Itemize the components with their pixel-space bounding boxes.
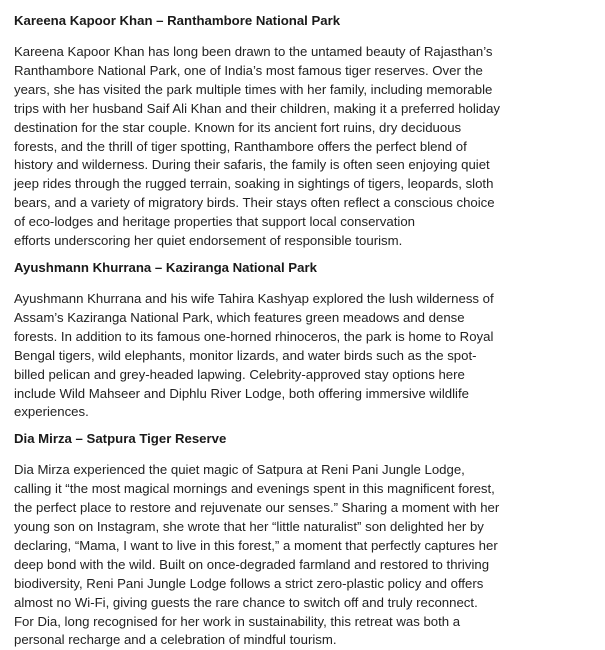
- paragraph-line: experiences.: [14, 404, 89, 420]
- paragraph-line: forests, and the thrill of tiger spotting, Ranthambore offers the perfect blend of: [14, 138, 467, 154]
- paragraph-line: the perfect place to restore and rejuvenate our senses.” Sharing a moment with her: [14, 500, 500, 516]
- paragraph-line: of eco-lodges and heritage properties that support local conservation: [14, 214, 416, 230]
- paragraph-line: efforts underscoring her quiet endorsement of responsible tourism.: [14, 233, 403, 249]
- paragraph-line: bears, and a variety of migratory birds. Their stays often reflect a conscious choice: [14, 195, 495, 211]
- paragraph-line: For Dia, long recognised for her work in sustainability, this retreat was both a: [14, 613, 461, 629]
- paragraph-line: biodiversity, Reni Pani Jungle Lodge follows a strict zero-plastic policy and offers: [14, 575, 484, 591]
- paragraph-line: years, she has visited the park multiple times with her family, including memorable: [14, 81, 493, 97]
- paragraph-line: jeep rides through the rugged terrain, soaking in sightings of tigers, leopards, sloth: [14, 176, 494, 192]
- paragraph-line: Bengal tigers, wild elephants, monitor lizards, and water birds such as the spot-: [14, 347, 477, 363]
- paragraph-line: almost no Wi-Fi, giving guests the rare chance to switch off and truly reconnect.: [14, 594, 478, 610]
- section-paragraph-dia: [14, 461, 595, 650]
- section-paragraph-ayushmann: [14, 290, 595, 422]
- paragraph-line: calling it “the most magical mornings and evenings spent in this magnificent forest,: [14, 481, 495, 497]
- paragraph-line: Ayushmann Khurrana and his wife Tahira Kashyap explored the lush wilderness of: [14, 290, 494, 306]
- paragraph-line: deep bond with the wild. Built on once-degraded farmland and restored to thriving: [14, 556, 490, 572]
- paragraph-line: declaring, “Mama, I want to live in this forest,” a moment that perfectly captures her: [14, 537, 498, 553]
- section-paragraph-kareena: [14, 43, 595, 251]
- paragraph-line: personal recharge and a celebration of mindful tourism.: [14, 632, 337, 648]
- section-heading-kareena: Kareena Kapoor Khan – Ranthambore National Park: [14, 13, 341, 28]
- paragraph-line: young son on Instagram, she wrote that her “little naturalist” son delighted her by: [14, 519, 484, 535]
- paragraph-line: destination for the star couple. Known for its ancient fort ruins, dry deciduous: [14, 119, 462, 135]
- paragraph-line: forests. In addition to its famous one-horned rhinoceros, the park is home to Royal: [14, 328, 494, 344]
- section-heading-dia: Dia Mirza – Satpura Tiger Reserve: [14, 431, 227, 447]
- paragraph-line: include Wild Mahseer and Diphlu River Lodge, both offering immersive wildlife: [14, 385, 469, 401]
- paragraph-line: Ranthambore National Park, one of India’s most famous tiger reserves. Over the: [14, 62, 483, 78]
- paragraph-line: Dia Mirza experienced the quiet magic of Satpura at Reni Pani Jungle Lodge,: [14, 462, 465, 478]
- paragraph-line: Assam’s Kaziranga National Park, which features green meadows and dense: [14, 309, 465, 325]
- paragraph-line: trips with her husband Saif Ali Khan and their children, making it a preferred holiday: [14, 100, 501, 116]
- paragraph-line: Kareena Kapoor Khan has long been drawn to the untamed beauty of Rajasthan’s: [14, 44, 493, 59]
- paragraph-line: history and wilderness. During their safaris, the family is often seen enjoying quiet: [14, 157, 490, 173]
- section-heading-ayushmann: Ayushmann Khurrana – Kaziranga National Park: [14, 259, 317, 275]
- paragraph-line: billed pelican and grey-headed lapwing. Celebrity-approved stay options here: [14, 366, 465, 382]
